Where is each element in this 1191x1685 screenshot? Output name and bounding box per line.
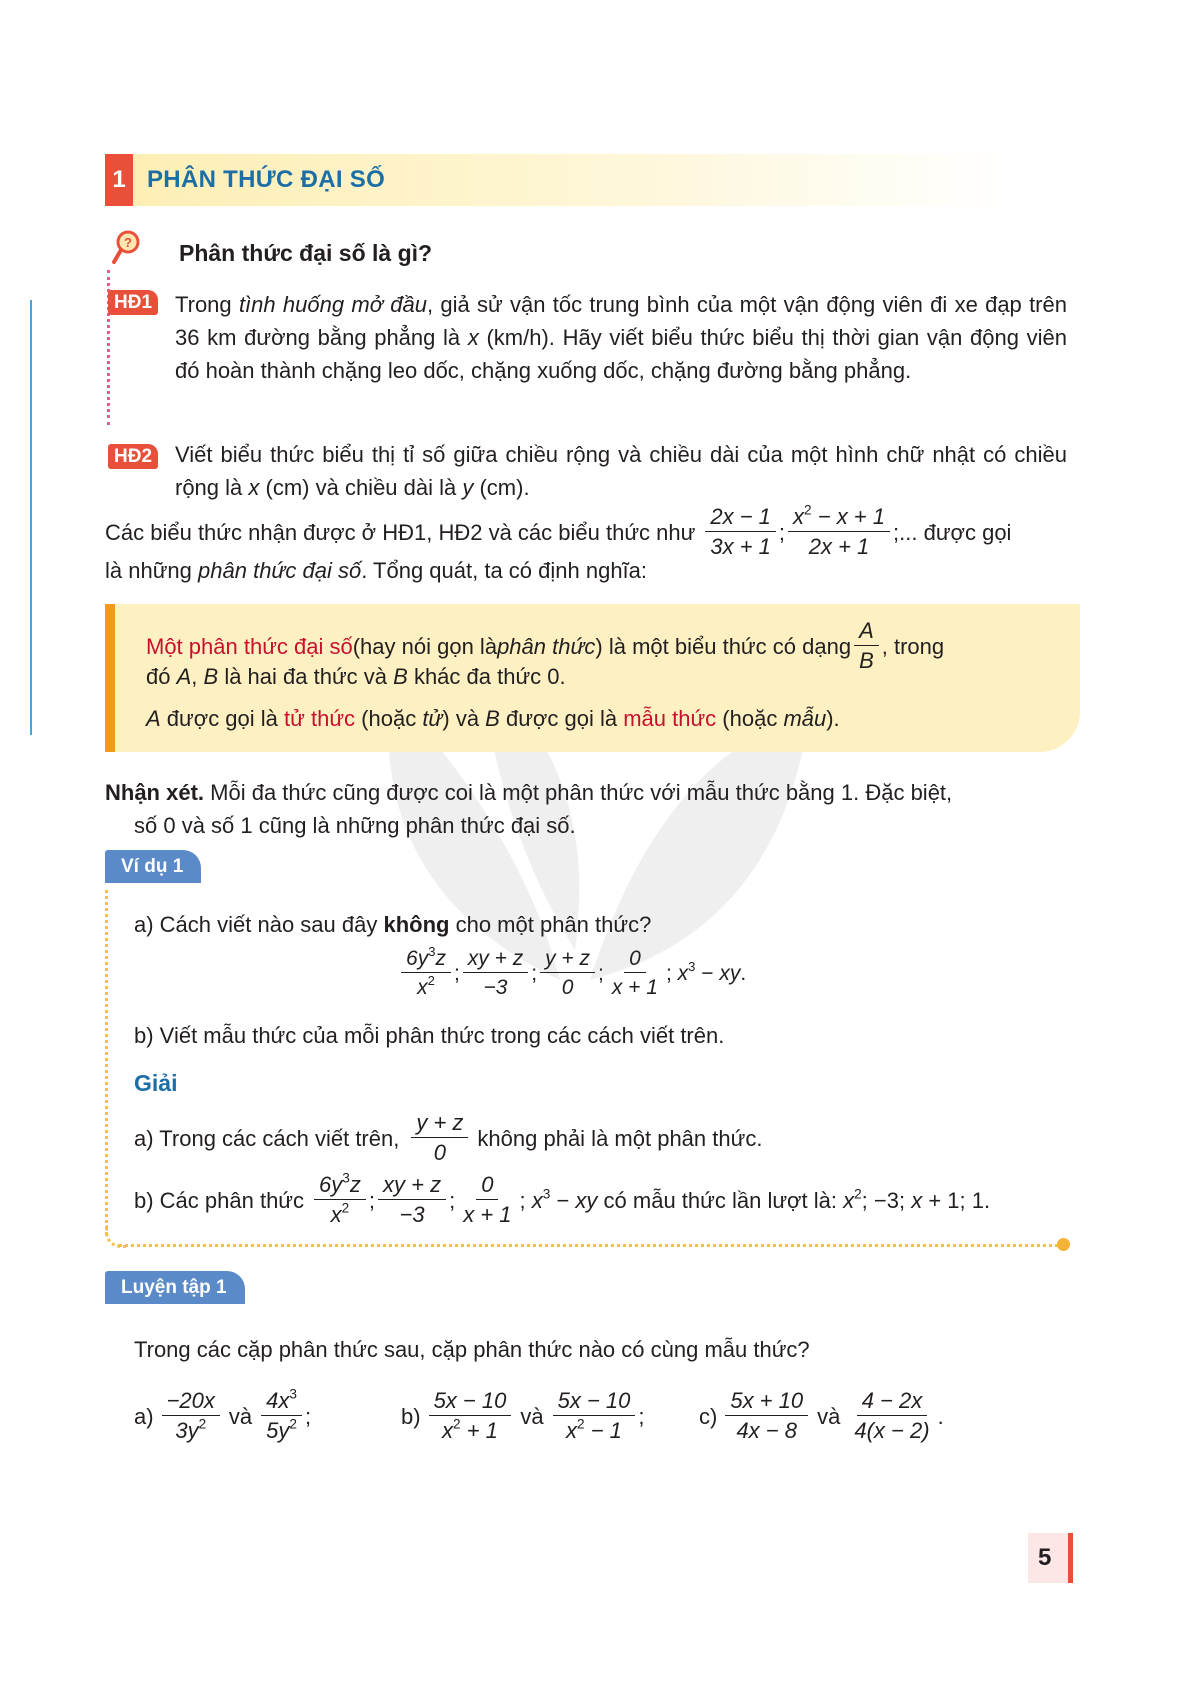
example-part-a: a) Cách viết nào sau đây không cho một phân thức? [134,912,652,937]
section-number: 1 [105,154,133,206]
hd2-badge: HĐ2 [108,444,158,469]
practice-tag-wrap [105,1277,245,1299]
remark-line-1: Nhận xét. Mỗi đa thức cũng được coi là một phân thức với mẫu thức bằng 1. Đặc biệt, [105,780,953,805]
practice-question: Trong các cặp phân thức sau, cặp phân thức nào có cùng mẫu thức? [134,1337,810,1362]
practice-item-b: b) $\frac{5x - 10}{x^2 + 1}$ và $\frac{5x - 10}{x^2 - 1}$ ; [401,1388,645,1443]
margin-line [30,300,32,735]
fraction-1: $\frac{2x - 1}{3x + 1}$ [705,506,776,558]
example-1-tag: Ví dụ 1 [105,850,201,883]
example-border-bottom [118,1244,1066,1247]
hd2-text: Viết biểu thức biểu thị tỉ số giữa chiều rộng và chiều dài của một hình chữ nhật có chiều rộng là x (cm) và chiều dài là y (cm). [175,442,1067,500]
example-border-corner [105,1225,126,1248]
fraction-2: $\frac{x^2 - x + 1}{2x + 1}$ [788,506,890,558]
definition-line-2: đó A, B là hai đa thức và B khác đa thức 0. [146,664,566,689]
section-title: PHÂN THỨC ĐẠI SỐ [147,166,386,193]
magnifier-icon [110,228,146,268]
practice-item-c: c) $\frac{5x + 10}{4x - 8}$ và $\frac{4 - 2x}{4(x - 2)}$ . [699,1388,944,1443]
solution-a: a) Trong các cách viết trên, $\frac{y + z}{0}$ không phải là một phân thức. [134,1110,763,1165]
hd1-badge-wrap [108,292,158,314]
practice-item-a: a) $\frac{-20x}{3y^2}$ và $\frac{4x^3}{5y^2}$ ; [134,1386,312,1443]
solution-label: Giải [134,1070,178,1096]
definition-line-1: Một phân thức đại số (hay nói gọn là phân thức ) là một biểu thức có dạng $\frac{A}{B}$ , trong [146,618,945,673]
fraction-a-over-b: $\frac{A}{B}$ [854,620,879,672]
example-border-left [105,890,108,1235]
solution-b: b) Các phân thức $\frac{6y^3z}{x^2}$ ; $\frac{xy + z}{-3}$ ; $\frac{0}{x + 1}$ ; $x^3$ − xy có mẫu thức lần lượt là: $x^2$ ; −3; x + 1 ; 1. [134,1170,991,1227]
question-heading: Phân thức đại số là gì? [179,240,433,266]
practice-1-tag: Luyện tập 1 [105,1271,245,1304]
hd2-badge-wrap [108,446,158,468]
intro-line-1: Các biểu thức nhận được ở HĐ1, HĐ2 và các biểu thức như $\frac{2x - 1}{3x + 1}$ ; $\frac{x^2 - x + 1}{2x + 1}$ ;... được gọi [105,502,1012,559]
intro-line-2: là những phân thức đại số. Tổng quát, ta có định nghĩa: [105,558,648,583]
definition-line-3: A được gọi là tử thức (hoặc tử) và B được gọi là mẫu thức (hoặc mẫu). [146,706,840,731]
example-tag-wrap [105,856,201,878]
remark-line-2: số 0 và số 1 cũng là những phân thức đại số. [134,813,576,838]
example-border-dot [1057,1238,1070,1251]
example-part-b: b) Viết mẫu thức của mỗi phân thức trong các cách viết trên. [134,1023,725,1048]
example-expressions: $\frac{6y^3z}{x^2}$ ; $\frac{xy + z}{-3}$ ; $\frac{y + z}{0}$ ; $\frac{0}{x + 1}$ ; $x^3$ − xy. [398,948,746,998]
page-number: 5 [1038,1544,1052,1571]
svg-text:?: ? [124,235,132,250]
hd1-text: Trong tình huống mở đầu, giả sử vận tốc trung bình của một vận động viên đi xe đạp trên 36 km đường bằng phẳng là x (km/h). Hãy viết biểu thức biểu thị thời gian vận động viên đó hoàn thành chặng leo dốc, chặng xuống dốc, chặng đường bằng phẳng. [175,292,1067,383]
hd1-badge: HĐ1 [108,290,158,315]
